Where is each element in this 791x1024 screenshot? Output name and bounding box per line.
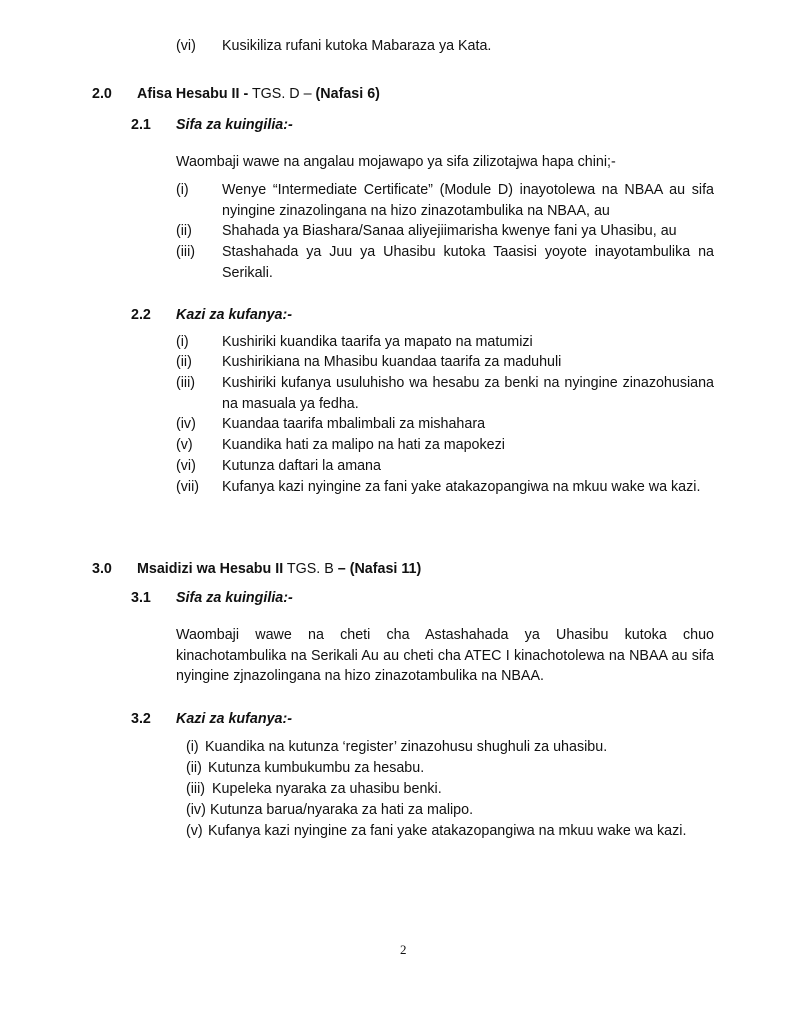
item-text: Shahada ya Biashara/Sanaa aliyejiimarisha kwenye fani ya Uhasibu, au xyxy=(222,223,677,239)
item-text: Kushirikiana na Mhasibu kuandaa taarifa za maduhuli xyxy=(222,354,562,370)
section-number: 3.0 xyxy=(92,561,112,577)
subsection-number: 2.1 xyxy=(131,117,151,133)
item-text: Kuandika na kutunza ‘register’ zinazohusu shughuli za uhasibu. xyxy=(205,739,608,755)
item-number: (ii) xyxy=(176,354,192,370)
item-text: Kutunza kumbukumbu za hesabu. xyxy=(208,760,425,776)
item-text: Kushiriki kuandika taarifa ya mapato na matumizi xyxy=(222,334,533,350)
item-text: Kusikiliza rufani kutoka Mabaraza ya Kata. xyxy=(222,38,492,54)
subsection-number: 2.2 xyxy=(131,307,151,323)
item-text: Kufanya kazi nyingine za fani yake atakazopangiwa na mkuu wake wa kazi. xyxy=(208,823,687,839)
subsection-title: Sifa za kuingilia:- xyxy=(176,117,293,133)
item-text: Kutunza daftari la amana xyxy=(222,458,381,474)
subsection-title: Kazi za kufanya:- xyxy=(176,307,292,323)
qualification-paragraph: Waombaji wawe na cheti cha Astashahada ya Uhasibu kutoka chuo kinachotambulika na Serikali Au au cheti cha ATEC I kinachotolewa na NBAA au sifa nyingine zjnazolingana na hizo zinazotambulika na NBAA. xyxy=(176,627,714,684)
item-text: Kuandika hati za malipo na hati za mapokezi xyxy=(222,437,505,453)
item-number: (iii) xyxy=(176,244,196,260)
item-number: (iii) xyxy=(176,375,196,391)
subsection-title: Kazi za kufanya:- xyxy=(176,711,292,727)
subsection-number: 3.1 xyxy=(131,590,151,606)
page-number: 2 xyxy=(400,942,407,957)
item-number: (ii) xyxy=(176,223,192,239)
item-text: Kuandaa taarifa mbalimbali za mishahara xyxy=(222,416,486,432)
item-text: Kupeleka nyaraka za uhasibu benki. xyxy=(212,781,442,797)
subsection-title: Sifa za kuingilia:- xyxy=(176,590,293,606)
item-number: (vi) xyxy=(176,458,196,474)
item-number: (iv) xyxy=(186,802,206,818)
item-text: Kufanya kazi nyingine za fani yake atakazopangiwa na mkuu wake wa kazi. xyxy=(222,479,701,495)
item-number: (i) xyxy=(176,182,189,198)
item-number: (ii) xyxy=(186,760,202,776)
item-text: Wenye “Intermediate Certificate” (Module D) inayotolewa na NBAA au sifa nyingine zinazolingana na hizo zinazotambulika na NBAA, au xyxy=(222,182,714,219)
section-title: Msaidizi wa Hesabu II TGS. B – (Nafasi 11) xyxy=(137,561,422,577)
item-number: (i) xyxy=(186,739,199,755)
item-text: Kutunza barua/nyaraka za hati za malipo. xyxy=(210,802,474,818)
section-title: Afisa Hesabu II - TGS. D – (Nafasi 6) xyxy=(137,86,380,102)
item-number: (iii) xyxy=(186,781,206,797)
item-number: (vii) xyxy=(176,479,200,495)
section-number: 2.0 xyxy=(92,86,112,102)
item-text: Stashahada ya Juu ya Uhasibu kutoka Taasisi yoyote inayotambulika na Serikali. xyxy=(222,244,714,281)
intro-text: Waombaji wawe na angalau mojawapo ya sifa zilizotajwa hapa chini;- xyxy=(176,154,616,170)
item-number: (v) xyxy=(176,437,193,453)
item-number: (v) xyxy=(186,823,203,839)
item-text: Kushiriki kufanya usuluhisho wa hesabu za benki na nyingine zinazohusiana na masuala ya fedha. xyxy=(222,375,714,412)
item-number: (i) xyxy=(176,334,189,350)
item-number: (iv) xyxy=(176,416,196,432)
item-number: (vi) xyxy=(176,38,196,54)
subsection-number: 3.2 xyxy=(131,711,151,727)
